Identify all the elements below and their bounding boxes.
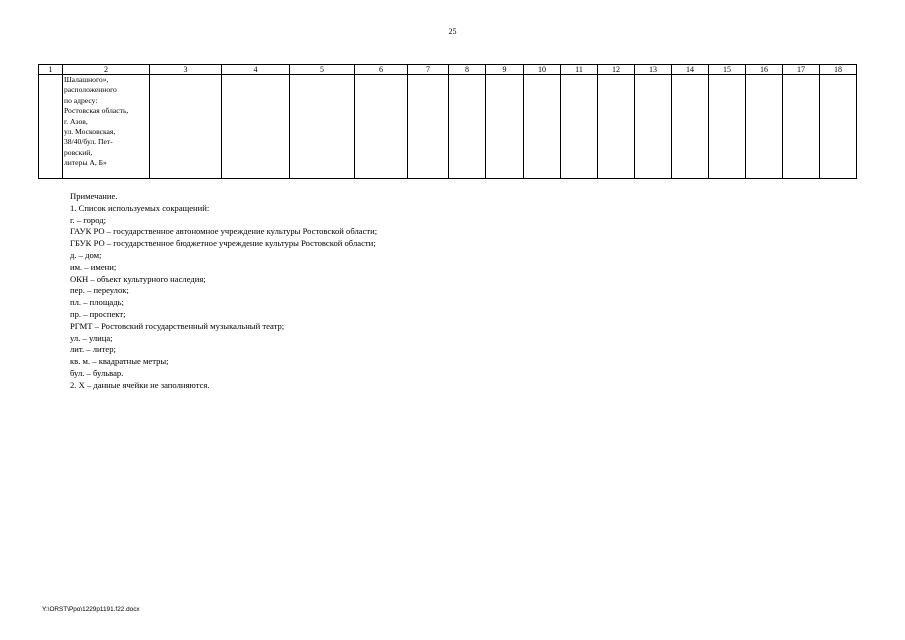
table-cell	[486, 75, 524, 179]
table-cell	[783, 75, 820, 179]
table-header-row	[39, 65, 857, 75]
table-cell	[150, 75, 222, 179]
table-row	[39, 75, 857, 179]
table-cell	[598, 75, 635, 179]
column-header: 12	[598, 65, 635, 75]
column-header: 4	[222, 65, 290, 75]
note-line: лит. – литер;	[70, 344, 116, 355]
note-line: РГМТ – Ростовский государственный музыкальный театр;	[70, 320, 285, 331]
file-path-footer: Y:\ORST\Ppo\1229p1191.f22.docx	[42, 606, 140, 613]
column-header: 2	[63, 65, 150, 75]
column-header: 9	[486, 65, 524, 75]
note-line: ОКН – объект культурного наследия;	[70, 273, 206, 284]
table-cell	[290, 75, 355, 179]
note-line: пр. – проспект;	[70, 308, 126, 319]
note-line: кв. м. – квадратные метры;	[70, 356, 169, 367]
note-title: Примечание.	[70, 191, 118, 201]
column-header: 16	[746, 65, 783, 75]
table-cell	[746, 75, 783, 179]
note-line: бул. – бульвар.	[70, 367, 124, 378]
column-header: 15	[709, 65, 746, 75]
table-cell	[635, 75, 672, 179]
table-cell	[820, 75, 857, 179]
note-line: им. – имени;	[70, 261, 117, 272]
table-cell	[672, 75, 709, 179]
note-line: ГБУК РО – государственное бюджетное учреждение культуры Ростовской области;	[70, 238, 376, 249]
table-cell	[355, 75, 408, 179]
column-header: 6	[355, 65, 408, 75]
note-line: г. – город;	[70, 214, 107, 225]
object-address-text: Шалашного», расположенного по адресу: Ростовская область, г. Азов, ул. Московская, 38/40/бул. Пет- ровский, литеры А, Б»	[64, 75, 129, 168]
column-header: 18	[820, 65, 857, 75]
note-line: пл. – площадь;	[70, 297, 124, 308]
table-cell	[39, 75, 63, 179]
column-header: 13	[635, 65, 672, 75]
page-number: 25	[448, 27, 457, 36]
column-header: 7	[408, 65, 449, 75]
column-header: 3	[150, 65, 222, 75]
column-header: 17	[783, 65, 820, 75]
column-header: 1	[39, 65, 63, 75]
note-line: ул. – улица;	[70, 332, 113, 343]
column-header: 5	[290, 65, 355, 75]
table-cell	[222, 75, 290, 179]
note-line: пер. – переулок;	[70, 285, 129, 296]
note-line: д. – дом;	[70, 249, 102, 260]
table-cell	[709, 75, 746, 179]
column-header: 14	[672, 65, 709, 75]
column-header: 8	[449, 65, 486, 75]
table-cell	[449, 75, 486, 179]
column-header: 11	[561, 65, 598, 75]
note-line: 2. Х – данные ячейки не заполняются.	[70, 379, 210, 390]
note-line: ГАУК РО – государственное автономное учреждение культуры Ростовской области;	[70, 226, 378, 237]
note-block	[70, 191, 377, 392]
column-header: 10	[524, 65, 561, 75]
table-cell	[524, 75, 561, 179]
table-cell	[408, 75, 449, 179]
table-cell	[561, 75, 598, 179]
table-cell	[63, 75, 150, 179]
note-line: 1. Список используемых сокращений:	[70, 202, 210, 213]
data-table	[38, 64, 857, 179]
